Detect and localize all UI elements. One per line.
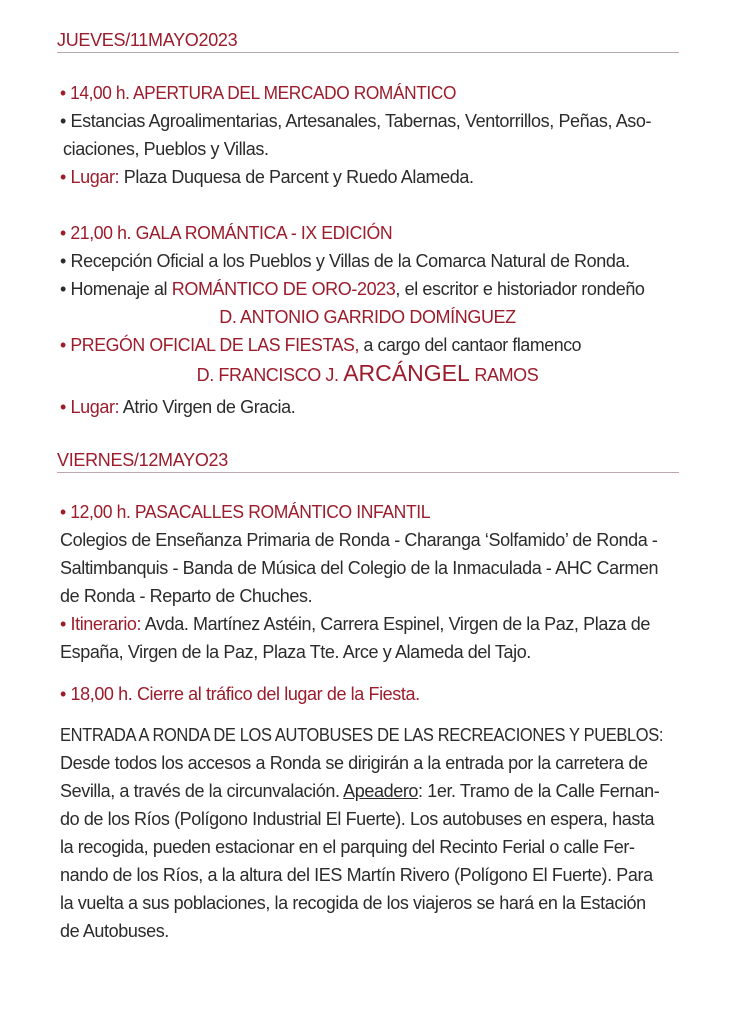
day1-event2-item1: • Recepción Oficial a los Pueblos y Villas de la Comarca Natural de Ronda. [60, 251, 630, 271]
day1-event2-title: • 21,00 h. GALA ROMÁNTICA - IX EDICIÓN [60, 223, 393, 243]
day1-header: JUEVES/11MAYO2023 [57, 30, 679, 53]
day2-event1-route-1 [60, 614, 650, 635]
line2-post: : 1er. Tramo de la Calle Fernan- [418, 781, 660, 801]
bus-notice-line-2 [60, 781, 659, 802]
day2-event1-route-2: España, Virgen de la Paz, Plaza Tte. Arce y Alameda del Tajo. [60, 642, 531, 662]
crier-post: RAMOS [469, 365, 539, 385]
day1-event1-place [60, 167, 474, 188]
honoree-name: D. ANTONIO GARRIDO DOMÍNGUEZ [219, 307, 516, 327]
place-value: Atrio Virgen de Gracia. [119, 397, 296, 417]
day1-event2-item2 [60, 279, 645, 300]
bus-notice-heading: ENTRADA A RONDA DE LOS AUTOBUSES DE LAS RECREACIONES Y PUEBLOS: [60, 725, 664, 745]
apeadero-label: Apeadero [343, 781, 419, 801]
day1-event1-desc-1: • Estancias Agroalimentarias, Artesanales, Tabernas, Ventorrillos, Peñas, Aso- [60, 111, 652, 131]
item2-pre: • Homenaje al [60, 279, 172, 299]
day1-event2-item3 [60, 335, 581, 356]
item2-post: , el escritor e historiador rondeño [395, 279, 645, 299]
line2-pre: Sevilla, a través de la circunvalación. [60, 781, 344, 801]
crier-pre: D. FRANCISCO J. [196, 365, 344, 385]
day2-header: VIERNES/12MAYO23 [57, 450, 679, 473]
pregon-oficial: PREGÓN OFICIAL DE LAS FIESTAS, [70, 335, 360, 355]
item3-bullet: • [60, 335, 71, 355]
place-label: • Lugar: [60, 397, 120, 417]
route-label: • Itinerario: [60, 614, 142, 634]
bus-notice-line-3: do de los Ríos (Polígono Industrial El Fuerte). Los autobuses en espera, hasta [60, 809, 655, 829]
bus-notice-line-1: Desde todos los accesos a Ronda se dirigirán a la entrada por la carretera de [60, 753, 648, 773]
day2-event1-desc-2: Saltimbanquis - Banda de Música del Colegio de la Inmaculada - AHC Carmen [60, 558, 659, 578]
day2-event2-title: • 18,00 h. Cierre al tráfico del lugar de la Fiesta. [60, 684, 420, 704]
bus-notice-line-4: la recogida, pueden estacionar en el parquing del Recinto Ferial o calle Fer- [60, 837, 635, 857]
place-label: • Lugar: [60, 167, 120, 187]
romantico-de-oro: ROMÁNTICO DE ORO-2023 [171, 279, 396, 299]
crier-name [0, 360, 735, 387]
day1-event2-place [60, 397, 295, 418]
item3-post: a cargo del cantaor flamenco [359, 335, 582, 355]
route-value: Avda. Martínez Astéin, Carrera Espinel, Virgen de la Paz, Plaza de [141, 614, 650, 634]
bus-notice-line-5: nando de los Ríos, a la altura del IES Martín Rivero (Polígono El Fuerte). Para [60, 865, 653, 885]
day2-event1-title: • 12,00 h. PASACALLES ROMÁNTICO INFANTIL [60, 502, 431, 522]
bus-notice-line-6: la vuelta a sus poblaciones, la recogida de los viajeros se hará en la Estación [60, 893, 646, 913]
day2-event1-desc-1: Colegios de Enseñanza Primaria de Ronda - Charanga ‘Solfamido’ de Ronda - [60, 530, 658, 550]
bus-notice-line-7: de Autobuses. [60, 921, 169, 941]
day1-event1-desc-2: ciaciones, Pueblos y Villas. [63, 139, 269, 159]
place-value: Plaza Duquesa de Parcent y Ruedo Alameda. [119, 167, 474, 187]
day2-event1-desc-3: de Ronda - Reparto de Chuches. [60, 586, 313, 606]
day1-event1-title: • 14,00 h. APERTURA DEL MERCADO ROMÁNTICO [60, 83, 457, 103]
crier-big: ARCÁNGEL [343, 360, 470, 386]
